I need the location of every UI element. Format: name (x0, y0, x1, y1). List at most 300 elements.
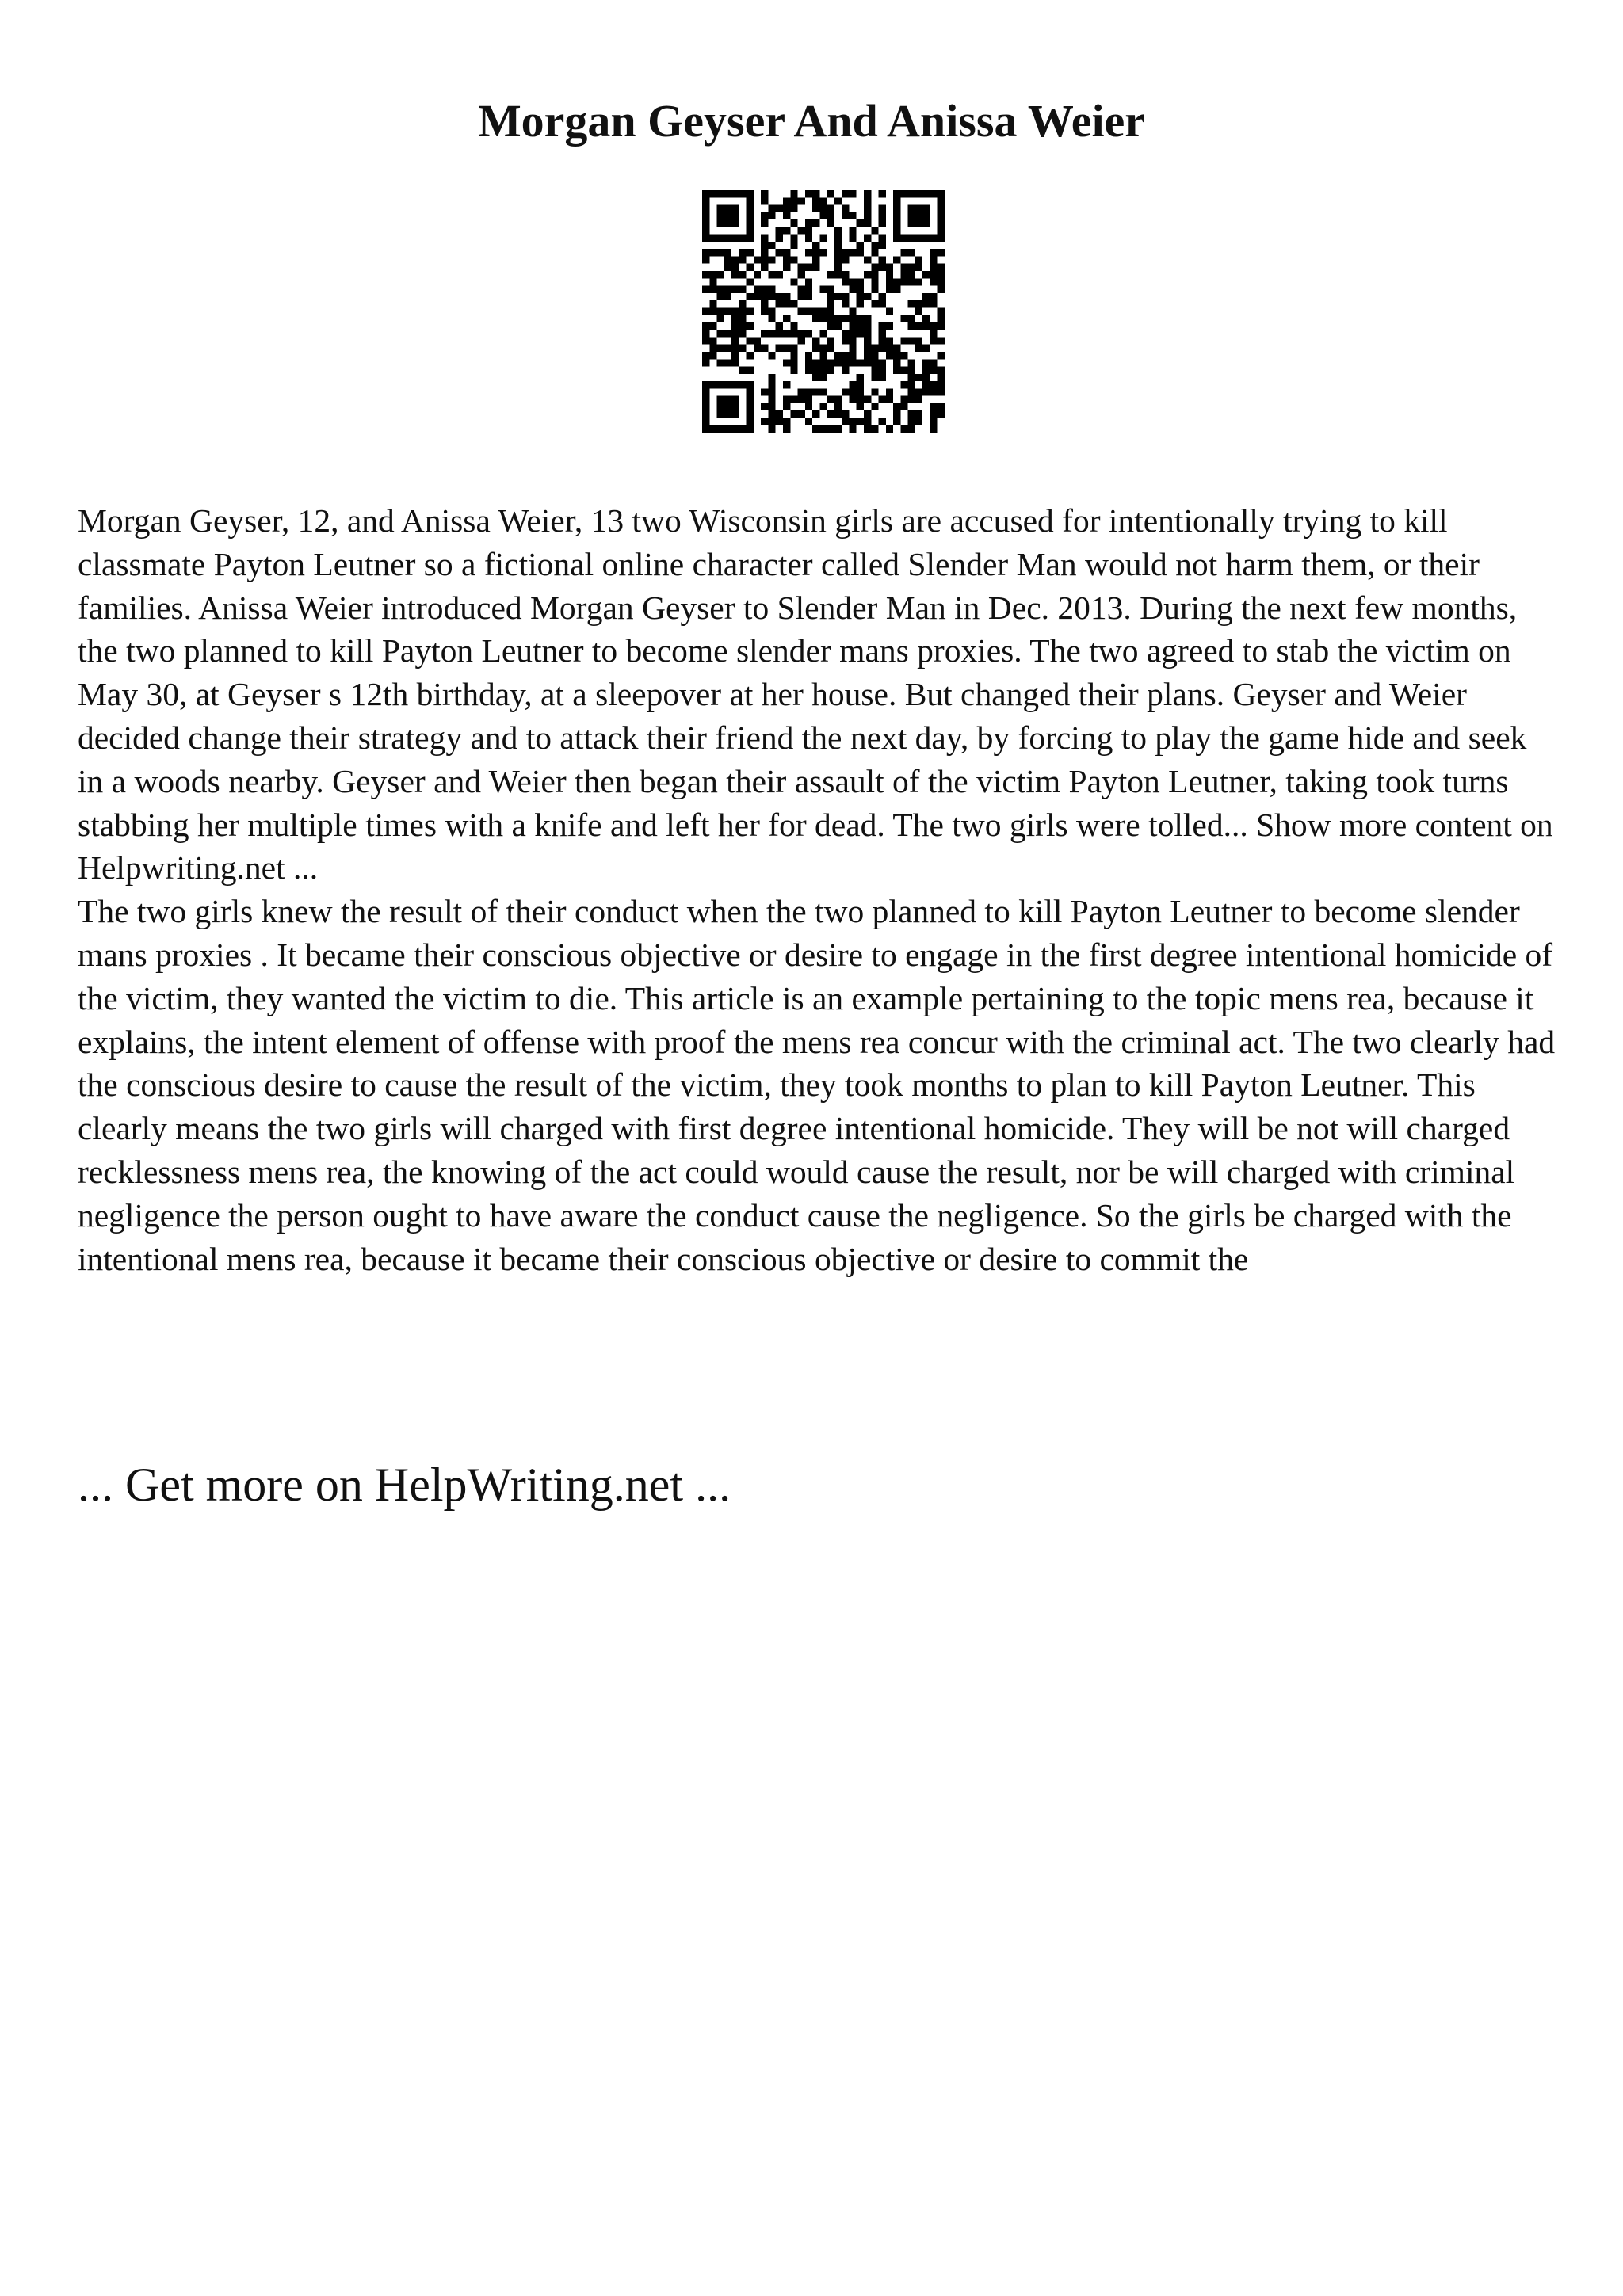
qr-module (938, 315, 945, 322)
qr-module (783, 396, 790, 403)
qr-module (893, 410, 900, 418)
qr-module (724, 190, 731, 197)
qr-module (842, 337, 849, 344)
qr-module (783, 315, 790, 322)
qr-module (864, 197, 871, 204)
qr-module (871, 359, 878, 366)
qr-module (938, 212, 945, 219)
qr-module (805, 330, 812, 337)
qr-module (724, 396, 731, 403)
qr-module (776, 227, 783, 234)
qr-module (879, 205, 886, 212)
qr-module (783, 264, 790, 271)
qr-module (702, 307, 709, 315)
qr-module (768, 293, 775, 300)
qr-module (915, 322, 922, 330)
qr-module (812, 242, 819, 249)
qr-module (893, 359, 900, 366)
qr-module (805, 388, 812, 395)
qr-module (915, 410, 922, 418)
qr-module (754, 345, 761, 352)
qr-module (849, 330, 856, 337)
qr-module (747, 352, 754, 359)
qr-module (849, 278, 856, 285)
qr-module (864, 337, 871, 344)
qr-module (893, 256, 900, 263)
qr-module (930, 359, 937, 366)
qr-module (776, 249, 783, 256)
qr-module (819, 249, 827, 256)
qr-module (783, 227, 790, 234)
qr-module (827, 286, 834, 293)
qr-module (922, 359, 930, 366)
qr-module (761, 330, 768, 337)
qr-module (908, 418, 915, 425)
qr-module (798, 388, 805, 395)
qr-module (724, 256, 731, 263)
qr-code-icon (702, 190, 945, 433)
qr-module (731, 352, 739, 359)
qr-module (702, 256, 709, 263)
qr-module (857, 300, 864, 307)
qr-module (790, 242, 797, 249)
qr-module (938, 264, 945, 271)
qr-module (731, 212, 739, 219)
qr-module (886, 337, 893, 344)
qr-module (886, 271, 893, 278)
qr-module (761, 249, 768, 256)
qr-module (731, 345, 739, 352)
qr-module (864, 330, 871, 337)
qr-module (747, 219, 754, 227)
qr-module (827, 367, 834, 374)
qr-module (842, 418, 849, 425)
qr-module (930, 300, 937, 307)
qr-module (871, 374, 878, 381)
qr-module (886, 278, 893, 285)
qr-module (893, 205, 900, 212)
qr-module (709, 286, 716, 293)
qr-module (864, 271, 871, 278)
qr-module (819, 330, 827, 337)
qr-module (709, 352, 716, 359)
qr-module (761, 345, 768, 352)
qr-module (724, 307, 731, 315)
qr-module (922, 374, 930, 381)
qr-module (739, 300, 746, 307)
qr-module (731, 322, 739, 330)
qr-module (717, 345, 724, 352)
qr-module (739, 190, 746, 197)
qr-module (798, 410, 805, 418)
qr-module (747, 227, 754, 234)
qr-module (790, 352, 797, 359)
qr-module (915, 219, 922, 227)
qr-module (768, 396, 775, 403)
qr-module (922, 388, 930, 395)
qr-module (871, 352, 878, 359)
qr-module (938, 352, 945, 359)
qr-module (842, 388, 849, 395)
qr-module (754, 256, 761, 263)
qr-module (731, 359, 739, 366)
qr-module (768, 403, 775, 410)
qr-module (915, 212, 922, 219)
qr-module (842, 271, 849, 278)
qr-module (834, 425, 842, 433)
qr-module (702, 418, 709, 425)
qr-module (938, 227, 945, 234)
qr-module (842, 278, 849, 285)
qr-module (871, 388, 878, 395)
qr-module (819, 374, 827, 381)
qr-module (908, 381, 915, 388)
qr-module (717, 286, 724, 293)
qr-module (739, 307, 746, 315)
qr-module (790, 300, 797, 307)
qr-module (724, 410, 731, 418)
qr-module (908, 219, 915, 227)
qr-module (915, 190, 922, 197)
qr-module (776, 322, 783, 330)
qr-module (790, 345, 797, 352)
qr-module (871, 271, 878, 278)
qr-module (930, 278, 937, 285)
qr-module (922, 219, 930, 227)
qr-module (886, 352, 893, 359)
qr-module (849, 425, 856, 433)
qr-module (702, 425, 709, 433)
qr-module (761, 256, 768, 263)
qr-module (731, 307, 739, 315)
qr-module (864, 418, 871, 425)
qr-module (893, 352, 900, 359)
qr-module (709, 381, 716, 388)
qr-module (709, 271, 716, 278)
qr-module (761, 212, 768, 219)
qr-module (731, 403, 739, 410)
qr-module (864, 212, 871, 219)
qr-module (908, 315, 915, 322)
qr-module (798, 286, 805, 293)
qr-module (819, 345, 827, 352)
qr-module (938, 410, 945, 418)
qr-module (724, 249, 731, 256)
qr-module (812, 190, 819, 197)
qr-module (827, 271, 834, 278)
qr-module (790, 410, 797, 418)
qr-module (930, 388, 937, 395)
qr-module (761, 190, 768, 197)
qr-module (930, 264, 937, 271)
qr-module (790, 205, 797, 212)
qr-module (930, 293, 937, 300)
qr-module (922, 212, 930, 219)
qr-module (739, 345, 746, 352)
page-title: Morgan Geyser And Anissa Weier (477, 95, 1146, 147)
qr-module (908, 271, 915, 278)
qr-module (908, 300, 915, 307)
qr-module (857, 418, 864, 425)
qr-module (798, 337, 805, 344)
qr-module (717, 396, 724, 403)
qr-module (930, 425, 937, 433)
qr-module (739, 235, 746, 242)
qr-module (747, 307, 754, 315)
qr-module (938, 286, 945, 293)
qr-module (731, 235, 739, 242)
qr-module (724, 359, 731, 366)
qr-module (879, 190, 886, 197)
qr-module (790, 396, 797, 403)
qr-module (783, 418, 790, 425)
qr-module (739, 330, 746, 337)
qr-module (900, 235, 907, 242)
qr-module (864, 190, 871, 197)
qr-module (731, 330, 739, 337)
qr-module (747, 367, 754, 374)
qr-module (724, 330, 731, 337)
qr-module (879, 293, 886, 300)
qr-module (938, 219, 945, 227)
qr-module (915, 374, 922, 381)
qr-module (812, 425, 819, 433)
qr-module (922, 381, 930, 388)
qr-module (857, 322, 864, 330)
qr-module (709, 322, 716, 330)
qr-module (864, 205, 871, 212)
qr-module (805, 249, 812, 256)
qr-module (776, 300, 783, 307)
qr-module (857, 315, 864, 322)
qr-module (747, 396, 754, 403)
qr-module (857, 388, 864, 395)
qr-module (938, 381, 945, 388)
qr-module (717, 249, 724, 256)
qr-module (761, 242, 768, 249)
qr-module (908, 396, 915, 403)
qr-module (798, 271, 805, 278)
qr-module (812, 256, 819, 263)
qr-module (879, 396, 886, 403)
qr-module (717, 381, 724, 388)
qr-module (893, 367, 900, 374)
qr-module (731, 190, 739, 197)
qr-module (768, 388, 775, 395)
qr-module (922, 300, 930, 307)
qr-module (879, 418, 886, 425)
qr-module (761, 403, 768, 410)
qr-module (739, 286, 746, 293)
qr-module (783, 256, 790, 263)
qr-module (938, 374, 945, 381)
qr-module (886, 388, 893, 395)
qr-module (747, 205, 754, 212)
qr-module (871, 242, 878, 249)
qr-module (805, 307, 812, 315)
qr-module (768, 374, 775, 381)
qr-module (702, 337, 709, 344)
qr-module (930, 271, 937, 278)
qr-module (717, 315, 724, 322)
qr-module (938, 278, 945, 285)
qr-module (747, 278, 754, 285)
qr-module (886, 286, 893, 293)
qr-module (812, 264, 819, 271)
qr-module (857, 278, 864, 285)
qr-module (908, 322, 915, 330)
qr-module (849, 337, 856, 344)
qr-module (819, 307, 827, 315)
qr-module (900, 337, 907, 344)
qr-module (776, 330, 783, 337)
qr-module (702, 271, 709, 278)
qr-module (798, 293, 805, 300)
qr-module (747, 197, 754, 204)
qr-module (747, 403, 754, 410)
qr-module (819, 205, 827, 212)
qr-module (768, 242, 775, 249)
qr-module (747, 235, 754, 242)
qr-module (783, 293, 790, 300)
qr-module (827, 396, 834, 403)
qr-module (849, 381, 856, 388)
qr-module (747, 388, 754, 395)
qr-module (900, 425, 907, 433)
qr-module (842, 352, 849, 359)
qr-module (812, 388, 819, 395)
qr-module (819, 388, 827, 395)
qr-module (761, 264, 768, 271)
qr-module (849, 359, 856, 366)
qr-module (834, 271, 842, 278)
qr-module (739, 425, 746, 433)
qr-module (812, 367, 819, 374)
qr-module (768, 212, 775, 219)
qr-module (819, 212, 827, 219)
qr-module (709, 235, 716, 242)
qr-module (827, 410, 834, 418)
qr-module (731, 381, 739, 388)
qr-module (842, 212, 849, 219)
qr-module (857, 396, 864, 403)
qr-module (709, 278, 716, 285)
qr-module (827, 425, 834, 433)
qr-module (747, 293, 754, 300)
qr-module (900, 249, 907, 256)
qr-module (827, 322, 834, 330)
qr-module (938, 307, 945, 315)
qr-module (702, 227, 709, 234)
qr-module (938, 388, 945, 395)
qr-module (819, 286, 827, 293)
qr-module (717, 235, 724, 242)
qr-module (798, 396, 805, 403)
qr-module (879, 300, 886, 307)
qr-module (857, 286, 864, 293)
qr-module (724, 235, 731, 242)
qr-module (731, 286, 739, 293)
qr-module (908, 367, 915, 374)
qr-module (893, 418, 900, 425)
qr-module (908, 264, 915, 271)
qr-module (709, 425, 716, 433)
qr-module (893, 190, 900, 197)
qr-module (717, 425, 724, 433)
qr-module (747, 264, 754, 271)
qr-module (819, 403, 827, 410)
qr-module (849, 418, 856, 425)
qr-module (702, 286, 709, 293)
qr-module (842, 300, 849, 307)
qr-module (812, 359, 819, 366)
qr-module (709, 307, 716, 315)
qr-module (886, 322, 893, 330)
qr-module (879, 264, 886, 271)
qr-module (849, 352, 856, 359)
qr-module (761, 307, 768, 315)
qr-module (783, 403, 790, 410)
qr-module (783, 425, 790, 433)
qr-module (915, 235, 922, 242)
get-more-link[interactable]: ... Get more on HelpWriting.net ... (78, 1459, 731, 1511)
qr-module (812, 219, 819, 227)
qr-module (798, 330, 805, 337)
qr-module (834, 403, 842, 410)
qr-module (930, 249, 937, 256)
qr-module (871, 227, 878, 234)
qr-module (930, 330, 937, 337)
qr-module (849, 345, 856, 352)
qr-module (724, 403, 731, 410)
qr-module (834, 249, 842, 256)
qr-module (922, 315, 930, 322)
qr-module (768, 205, 775, 212)
qr-module (915, 278, 922, 285)
qr-module (915, 300, 922, 307)
qr-module (857, 293, 864, 300)
qr-module (731, 410, 739, 418)
qr-module (879, 212, 886, 219)
qr-module (790, 322, 797, 330)
qr-module (768, 381, 775, 388)
qr-module (798, 227, 805, 234)
qr-module (798, 307, 805, 315)
qr-module (879, 374, 886, 381)
qr-module (930, 403, 937, 410)
qr-module (812, 307, 819, 315)
qr-module (768, 418, 775, 425)
qr-module (790, 219, 797, 227)
qr-module (776, 271, 783, 278)
qr-module (805, 278, 812, 285)
qr-module (739, 367, 746, 374)
qr-module (776, 293, 783, 300)
qr-module (834, 315, 842, 322)
qr-module (900, 190, 907, 197)
qr-module (842, 190, 849, 197)
qr-module (790, 235, 797, 242)
qr-module (879, 322, 886, 330)
qr-module (922, 205, 930, 212)
qr-module (857, 219, 864, 227)
article-body (78, 499, 1560, 1280)
qr-module (893, 219, 900, 227)
qr-module (849, 307, 856, 315)
qr-module (849, 286, 856, 293)
qr-module (930, 410, 937, 418)
qr-module (915, 337, 922, 344)
